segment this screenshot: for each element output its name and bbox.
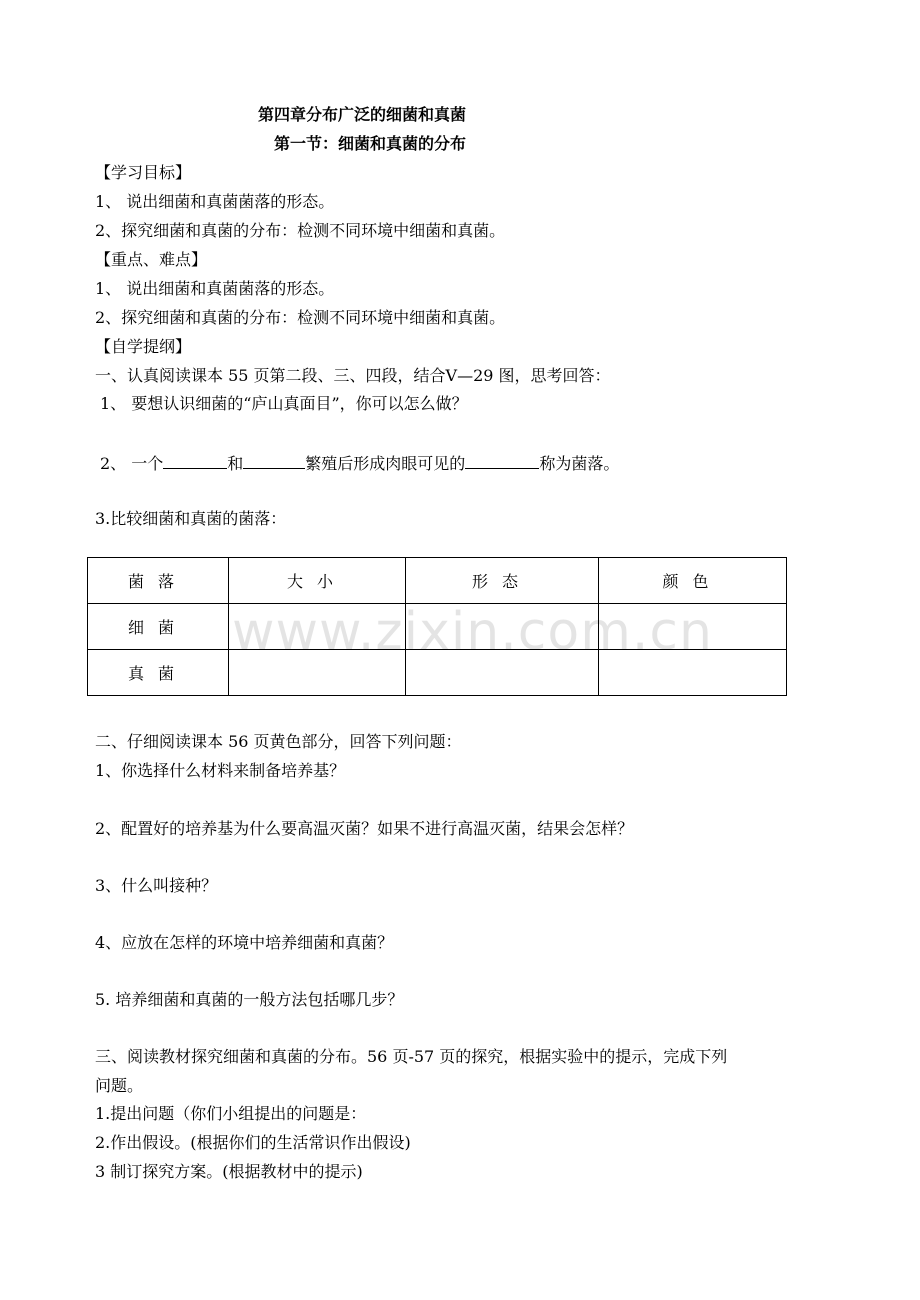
table-header-cell: 颜色: [599, 558, 787, 604]
part3-step: 2.作出假设。(根据你们的生活常识作出假设): [95, 1133, 411, 1152]
table-header-cell: 形态: [406, 558, 599, 604]
goals-heading: 【学习目标】: [95, 163, 192, 182]
question-2: [100, 451, 619, 475]
outline-heading: 【自学提纲】: [95, 337, 192, 356]
part1-intro: 一、认真阅读课本 55 页第二段、三、四段，结合Ⅴ—29 图，思考回答：: [95, 366, 611, 385]
table-cell[interactable]: [229, 604, 406, 650]
part3-step: 3 制订探究方案。(根据教材中的提示): [95, 1162, 363, 1181]
colony-comparison-table: [87, 557, 787, 696]
table-cell[interactable]: [599, 650, 787, 696]
part2-question: 4、应放在怎样的环境中培养细菌和真菌？: [95, 933, 394, 952]
part2-question: 2、配置好的培养基为什么要高温灭菌？如果不进行高温灭菌，结果会怎样？: [95, 819, 634, 838]
q2-text-b: 和: [227, 454, 244, 473]
page-title: 第四章分布广泛的细菌和真菌: [258, 105, 467, 124]
part2-question: 5. 培养细菌和真菌的一般方法包括哪几步？: [95, 990, 404, 1009]
goal-item: 1、 说出细菌和真菌菌落的形态。: [95, 192, 335, 211]
table-row-label: 真菌: [88, 650, 229, 696]
table-cell[interactable]: [599, 604, 787, 650]
keypoint-item: 1、 说出细菌和真菌菌落的形态。: [95, 279, 335, 298]
q2-text-d: 称为菌落。: [539, 454, 620, 473]
table-row-label: 细菌: [88, 604, 229, 650]
table-cell[interactable]: [229, 650, 406, 696]
goal-item: 2、探究细菌和真菌的分布：检测不同环境中细菌和真菌。: [95, 221, 506, 240]
part3-step: 1.提出问题（你们小组提出的问题是：: [95, 1104, 367, 1123]
table-row: [88, 650, 787, 696]
q2-text-c: 繁殖后形成肉眼可见的: [305, 454, 466, 473]
table-row: [88, 604, 787, 650]
section-title: 第一节：细菌和真菌的分布: [274, 134, 467, 153]
question-3: 3.比较细菌和真菌的菌落：: [95, 509, 287, 528]
part3-intro: 三、阅读教材探究细菌和真菌的分布。56 页-57 页的探究，根据实验中的提示，完成下列: [95, 1047, 728, 1066]
part2-intro: 二、仔细阅读课本 56 页黄色部分，回答下列问题：: [95, 732, 462, 751]
keypoint-item: 2、探究细菌和真菌的分布：检测不同环境中细菌和真菌。: [95, 308, 506, 327]
q2-text-a: 2、 一个: [100, 454, 164, 473]
part3-intro-cont: 问题。: [95, 1076, 144, 1095]
table-header-row: [88, 558, 787, 604]
table-cell[interactable]: [406, 604, 599, 650]
fill-blank[interactable]: [243, 451, 305, 469]
fill-blank[interactable]: [163, 451, 227, 469]
keypoints-heading: 【重点、难点】: [95, 250, 208, 269]
question-1: 1、 要想认识细菌的“庐山真面目”，你可以怎么做？: [100, 394, 468, 413]
part2-question: 1、你选择什么材料来制备培养基？: [95, 761, 346, 780]
watermark: www.zixin.com.cn: [232, 602, 713, 662]
table-header-cell: 菌落: [88, 558, 229, 604]
table-cell[interactable]: [406, 650, 599, 696]
fill-blank[interactable]: [465, 451, 539, 469]
part2-question: 3、什么叫接种？: [95, 876, 218, 895]
table-header-cell: 大小: [229, 558, 406, 604]
